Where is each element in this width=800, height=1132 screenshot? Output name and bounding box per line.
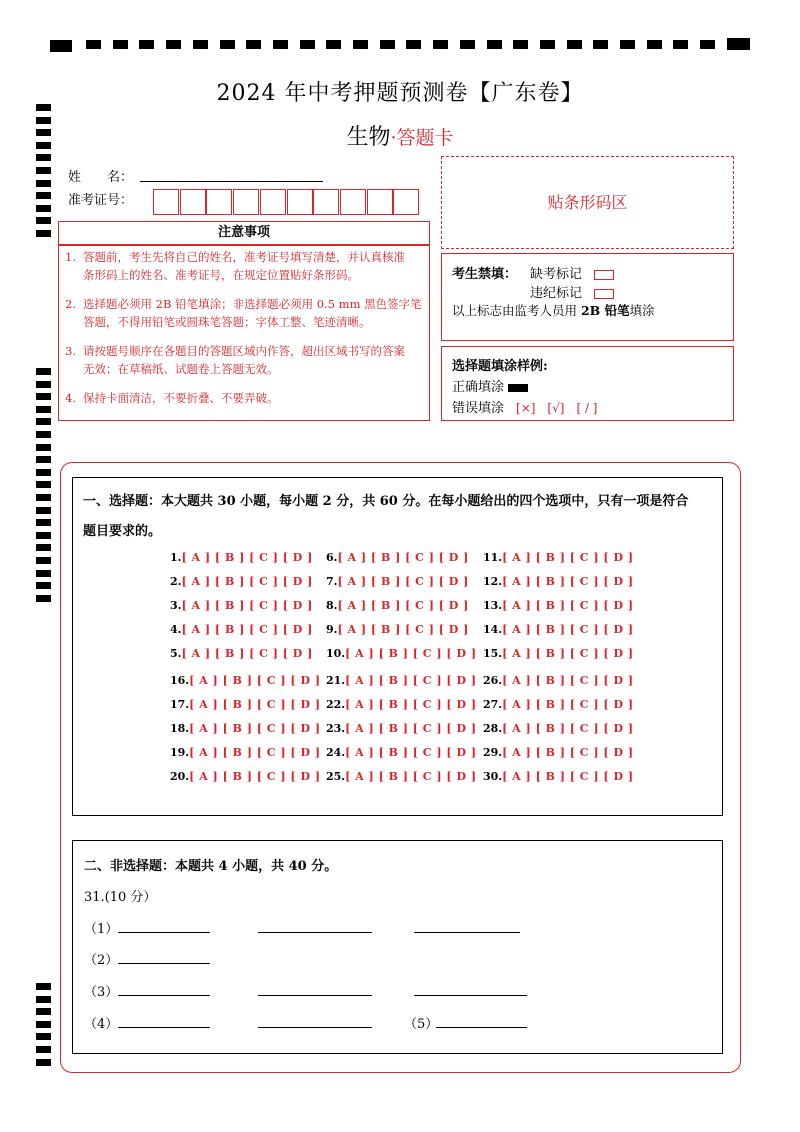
- answer-options[interactable]: [ A ] [ B ] [ C ] [ D ]: [181, 647, 313, 660]
- filled-mark-icon: [508, 384, 528, 392]
- choice-question[interactable]: [326, 770, 477, 783]
- id-digit-box[interactable]: [153, 189, 179, 215]
- answer-options[interactable]: [ A ] [ B ] [ C ] [ D ]: [189, 722, 321, 735]
- question-number: 10.: [326, 647, 346, 660]
- part-5-label: （5）: [404, 1017, 439, 1032]
- timing-mark: [406, 40, 421, 49]
- question-number: 25.: [326, 770, 346, 783]
- question-number: 30.: [483, 770, 503, 783]
- notice-text: 保持卡面清洁，不要折叠、不要弄破。: [83, 391, 279, 405]
- choice-question[interactable]: [170, 647, 313, 660]
- timing-mark: [50, 40, 72, 52]
- choice-question[interactable]: [483, 647, 634, 660]
- timing-mark: [593, 40, 608, 49]
- answer-line-4b[interactable]: [258, 1027, 372, 1028]
- absent-mark-box[interactable]: [594, 270, 614, 280]
- question-number: 21.: [326, 674, 346, 687]
- violation-mark-row: [530, 282, 614, 301]
- question-number: 19.: [170, 746, 190, 759]
- part-3-label: （3）: [84, 985, 119, 1000]
- answer-options[interactable]: [ A ] [ B ] [ C ] [ D ]: [181, 599, 313, 612]
- timing-mark: [246, 40, 261, 49]
- name-field[interactable]: [140, 181, 323, 182]
- timing-mark: [193, 40, 208, 49]
- notice-text: 答题，不得用铅笔或圆珠笔答题；字体工整、笔迹清晰。: [83, 315, 371, 329]
- timing-mark: [36, 1021, 51, 1028]
- choice-question[interactable]: [483, 698, 634, 711]
- choice-question[interactable]: [326, 722, 477, 735]
- question-number: 5.: [170, 647, 182, 660]
- answer-options[interactable]: [ A ] [ B ] [ C ] [ D ]: [502, 770, 634, 783]
- timing-mark: [36, 983, 51, 990]
- question-number: 18.: [170, 722, 190, 735]
- answer-options[interactable]: [ A ] [ B ] [ C ] [ D ]: [337, 623, 469, 636]
- notice-text: 无效；在草稿纸、试题卷上答题无效。: [83, 362, 279, 376]
- timing-mark: [673, 40, 688, 49]
- barcode-label: 贴条形码区: [547, 193, 628, 212]
- answer-options[interactable]: [ A ] [ B ] [ C ] [ D ]: [502, 746, 634, 759]
- choice-question[interactable]: [483, 770, 634, 783]
- question-number: 28.: [483, 722, 503, 735]
- timing-mark: [36, 393, 51, 400]
- choice-question[interactable]: [170, 698, 321, 711]
- sheet-subtitle: [0, 120, 800, 151]
- timing-mark: [36, 1059, 51, 1066]
- choice-question[interactable]: [326, 623, 469, 636]
- timing-mark: [36, 418, 51, 425]
- timing-mark: [36, 532, 51, 539]
- answer-line-5a[interactable]: [436, 1027, 527, 1028]
- question-number: 27.: [483, 698, 503, 711]
- timing-mark: [139, 40, 154, 49]
- answer-options[interactable]: [ A ] [ B ] [ C ] [ D ]: [189, 698, 321, 711]
- choice-question[interactable]: [170, 674, 321, 687]
- id-digit-box[interactable]: [206, 189, 232, 215]
- question-number: 11.: [483, 551, 503, 564]
- id-digit-box[interactable]: [287, 189, 313, 215]
- timing-mark: [36, 519, 51, 526]
- timing-mark: [36, 217, 51, 224]
- answer-options[interactable]: [ A ] [ B ] [ C ] [ D ]: [181, 551, 313, 564]
- timing-mark: [36, 1046, 51, 1053]
- timing-mark: [36, 570, 51, 577]
- choice-question[interactable]: [483, 575, 634, 588]
- question-number: 2.: [170, 575, 182, 588]
- notice-text: 条形码上的姓名、准考证号，在规定位置贴好条形码。: [83, 268, 359, 282]
- part-4-label: （4）: [84, 1017, 119, 1032]
- timing-mark: [36, 230, 51, 237]
- name-label: 姓 名：: [68, 170, 134, 185]
- part-2-label: （2）: [84, 953, 119, 968]
- timing-mark: [487, 40, 502, 49]
- timing-mark: [36, 1033, 51, 1040]
- answer-options[interactable]: [ A ] [ B ] [ C ] [ D ]: [345, 722, 477, 735]
- timing-mark: [36, 469, 51, 476]
- forbidden-box: [441, 253, 734, 341]
- fill-example-title: 选择题填涂样例:: [452, 359, 548, 374]
- question-number: 29.: [483, 746, 503, 759]
- absent-label: 缺考标记: [530, 267, 583, 282]
- answer-options[interactable]: [ A ] [ B ] [ C ] [ D ]: [502, 599, 634, 612]
- fill-example-box: [441, 346, 734, 421]
- answer-options[interactable]: [ A ] [ B ] [ C ] [ D ]: [345, 647, 477, 660]
- answer-options[interactable]: [ A ] [ B ] [ C ] [ D ]: [345, 674, 477, 687]
- id-digit-box[interactable]: [367, 189, 393, 215]
- choice-question[interactable]: [326, 674, 477, 687]
- timing-mark: [273, 40, 288, 49]
- id-digit-box[interactable]: [233, 189, 259, 215]
- timing-mark: [36, 431, 51, 438]
- choice-question[interactable]: [483, 746, 634, 759]
- notice-item: 4. 保持卡面清洁，不要折叠、不要弄破。: [65, 391, 279, 405]
- timing-mark: [36, 368, 51, 375]
- answer-options[interactable]: [ A ] [ B ] [ C ] [ D ]: [502, 623, 634, 636]
- timing-mark: [36, 456, 51, 463]
- question-number: 9.: [326, 623, 338, 636]
- wrong-fill-marks: [×] [√] [ / ]: [516, 401, 598, 415]
- question-number: 14.: [483, 623, 503, 636]
- question-number: 13.: [483, 599, 503, 612]
- choice-question[interactable]: [483, 722, 634, 735]
- sheet-label: ·答题卡: [390, 127, 454, 149]
- timing-mark: [36, 595, 51, 602]
- timing-mark: [113, 40, 128, 49]
- answer-line-4a[interactable]: [118, 1027, 210, 1028]
- barcode-area: [441, 156, 734, 249]
- answer-line-2a[interactable]: [118, 963, 210, 964]
- answer-options[interactable]: [ A ] [ B ] [ C ] [ D ]: [502, 674, 634, 687]
- answer-options[interactable]: [ A ] [ B ] [ C ] [ D ]: [502, 647, 634, 660]
- forbidden-title: 考生禁填：: [452, 267, 518, 282]
- question-number: 15.: [483, 647, 503, 660]
- timing-mark: [36, 444, 51, 451]
- timing-mark: [36, 154, 51, 161]
- answer-options[interactable]: [ A ] [ B ] [ C ] [ D ]: [181, 623, 313, 636]
- timing-mark: [220, 40, 235, 49]
- timing-mark: [36, 180, 51, 187]
- forbidden-note: [452, 301, 655, 319]
- timing-mark: [86, 40, 101, 49]
- part-1-label: （1）: [84, 922, 119, 937]
- correct-fill-label: 正确填涂: [452, 380, 505, 395]
- choice-question[interactable]: [170, 575, 313, 588]
- timing-mark: [433, 40, 448, 49]
- timing-mark: [36, 544, 51, 551]
- timing-mark: [460, 40, 475, 49]
- timing-mark: [36, 582, 51, 589]
- choice-question[interactable]: [326, 551, 469, 564]
- question-number: 16.: [170, 674, 190, 687]
- choice-question[interactable]: [170, 746, 321, 759]
- answer-line-1c[interactable]: [414, 932, 520, 933]
- choice-question[interactable]: [483, 551, 634, 564]
- answer-options[interactable]: [ A ] [ B ] [ C ] [ D ]: [345, 770, 477, 783]
- correct-fill-row: [452, 376, 528, 395]
- question-number: 3.: [170, 599, 182, 612]
- notice-item: 1. 答题前，考生先将自己的姓名，准考证号填写清楚，并认真核准 条形码上的姓名、准考证号，在规定位置贴好条形码。: [65, 250, 405, 282]
- question-number: 26.: [483, 674, 503, 687]
- timing-mark: [166, 40, 181, 49]
- answer-options[interactable]: [ A ] [ B ] [ C ] [ D ]: [337, 575, 469, 588]
- choice-question[interactable]: [326, 575, 469, 588]
- timing-mark: [540, 40, 555, 49]
- timing-mark: [567, 40, 582, 49]
- choice-question[interactable]: [483, 599, 634, 612]
- choice-question[interactable]: [170, 722, 321, 735]
- timing-mark: [380, 40, 395, 49]
- answer-options[interactable]: [ A ] [ B ] [ C ] [ D ]: [502, 551, 634, 564]
- id-digit-box[interactable]: [393, 189, 419, 215]
- wrong-fill-row: [452, 397, 597, 416]
- section1-title-line2: 题目要求的。: [83, 524, 162, 539]
- question-number: 23.: [326, 722, 346, 735]
- id-label: 准考证号：: [68, 193, 134, 208]
- q31-label: 31.(10 分）: [84, 890, 157, 905]
- notice-item: 3. 请按题号顺序在各题目的答题区域内作答，超出区域书写的答案 无效；在草稿纸、试题卷上答题无效。: [65, 344, 405, 376]
- section1-title-line1: 一、选择题：本大题共 30 小题，每小题 2 分，共 60 分。在每小题给出的四个选项中，只有一项是符合: [83, 494, 689, 509]
- wrong-fill-label: 错误填涂: [452, 401, 505, 416]
- choice-question[interactable]: [483, 623, 634, 636]
- choice-question[interactable]: [326, 647, 477, 660]
- timing-mark: [36, 1008, 51, 1015]
- answer-line-1b[interactable]: [258, 932, 372, 933]
- timing-mark: [36, 192, 51, 199]
- question-number: 1.: [170, 551, 182, 564]
- choice-question[interactable]: [483, 674, 634, 687]
- timing-mark: [36, 507, 51, 514]
- section2-title: 二、非选择题：本题共 4 小题，共 40 分。: [84, 859, 338, 874]
- answer-line-3c[interactable]: [414, 995, 527, 996]
- timing-mark: [36, 557, 51, 564]
- answer-line-3b[interactable]: [258, 995, 372, 996]
- question-number: 20.: [170, 770, 190, 783]
- choice-question[interactable]: [326, 746, 477, 759]
- answer-options[interactable]: [ A ] [ B ] [ C ] [ D ]: [345, 698, 477, 711]
- choice-question[interactable]: [170, 770, 321, 783]
- absent-mark-row: [530, 263, 614, 282]
- choice-question[interactable]: [170, 599, 313, 612]
- exam-title: 2024 年中考押题预测卷【广东卷】: [216, 81, 584, 106]
- answer-options[interactable]: [ A ] [ B ] [ C ] [ D ]: [502, 575, 634, 588]
- choice-question[interactable]: [170, 551, 313, 564]
- note-bold: 2B 铅笔: [580, 303, 630, 318]
- timing-mark: [300, 40, 315, 49]
- timing-mark: [36, 167, 51, 174]
- timing-mark: [326, 40, 341, 49]
- timing-mark: [513, 40, 528, 49]
- answer-options[interactable]: [ A ] [ B ] [ C ] [ D ]: [502, 698, 634, 711]
- violation-mark-box[interactable]: [594, 289, 614, 299]
- answer-options[interactable]: [ A ] [ B ] [ C ] [ D ]: [189, 770, 321, 783]
- id-digit-box[interactable]: [313, 189, 339, 215]
- question-number: 17.: [170, 698, 190, 711]
- notice-title: 注意事项: [58, 221, 430, 245]
- question-number: 22.: [326, 698, 346, 711]
- timing-mark: [647, 40, 662, 49]
- question-number: 8.: [326, 599, 338, 612]
- notice-text: 请按题号顺序在各题目的答题区域内作答，超出区域书写的答案: [83, 344, 405, 358]
- question-number: 6.: [326, 551, 338, 564]
- timing-mark: [36, 481, 51, 488]
- answer-options[interactable]: [ A ] [ B ] [ C ] [ D ]: [345, 746, 477, 759]
- notice-text: 答题前，考生先将自己的姓名，准考证号填写清楚，并认真核准: [83, 250, 405, 264]
- timing-mark: [36, 996, 51, 1003]
- timing-mark: [353, 40, 368, 49]
- timing-mark: [36, 205, 51, 212]
- question-number: 4.: [170, 623, 182, 636]
- violation-label: 违纪标记: [530, 286, 583, 301]
- notice-item: 2. 选择题必须用 2B 铅笔填涂；非选择题必须用 0.5 mm 黑色签字笔 答题，不得用铅笔或圆珠笔答题；字体工整、笔迹清晰。: [65, 297, 422, 329]
- answer-options[interactable]: [ A ] [ B ] [ C ] [ D ]: [502, 722, 634, 735]
- id-digit-box[interactable]: [260, 189, 286, 215]
- answer-line-3a[interactable]: [118, 995, 210, 996]
- answer-options[interactable]: [ A ] [ B ] [ C ] [ D ]: [181, 575, 313, 588]
- timing-mark: [727, 38, 750, 50]
- notice-text: 选择题必须用 2B 铅笔填涂；非选择题必须用 0.5 mm 黑色签字笔: [83, 297, 422, 311]
- timing-mark: [36, 494, 51, 501]
- timing-mark: [36, 406, 51, 413]
- id-digit-box[interactable]: [340, 189, 366, 215]
- answer-options[interactable]: [ A ] [ B ] [ C ] [ D ]: [337, 599, 469, 612]
- choice-question[interactable]: [326, 698, 477, 711]
- subject-name: 生物: [346, 125, 391, 150]
- question-number: 24.: [326, 746, 346, 759]
- id-digit-box[interactable]: [180, 189, 206, 215]
- note-post: 填涂: [629, 303, 655, 318]
- note-pre: 以上标志由监考人员用: [452, 303, 581, 318]
- choice-question[interactable]: [326, 599, 469, 612]
- timing-mark: [36, 381, 51, 388]
- timing-mark: [620, 40, 635, 49]
- timing-mark: [700, 40, 715, 49]
- answer-line-1a[interactable]: [118, 932, 210, 933]
- question-number: 7.: [326, 575, 338, 588]
- choice-question[interactable]: [170, 623, 313, 636]
- question-number: 12.: [483, 575, 503, 588]
- answer-options[interactable]: [ A ] [ B ] [ C ] [ D ]: [189, 674, 321, 687]
- answer-options[interactable]: [ A ] [ B ] [ C ] [ D ]: [337, 551, 469, 564]
- answer-options[interactable]: [ A ] [ B ] [ C ] [ D ]: [189, 746, 321, 759]
